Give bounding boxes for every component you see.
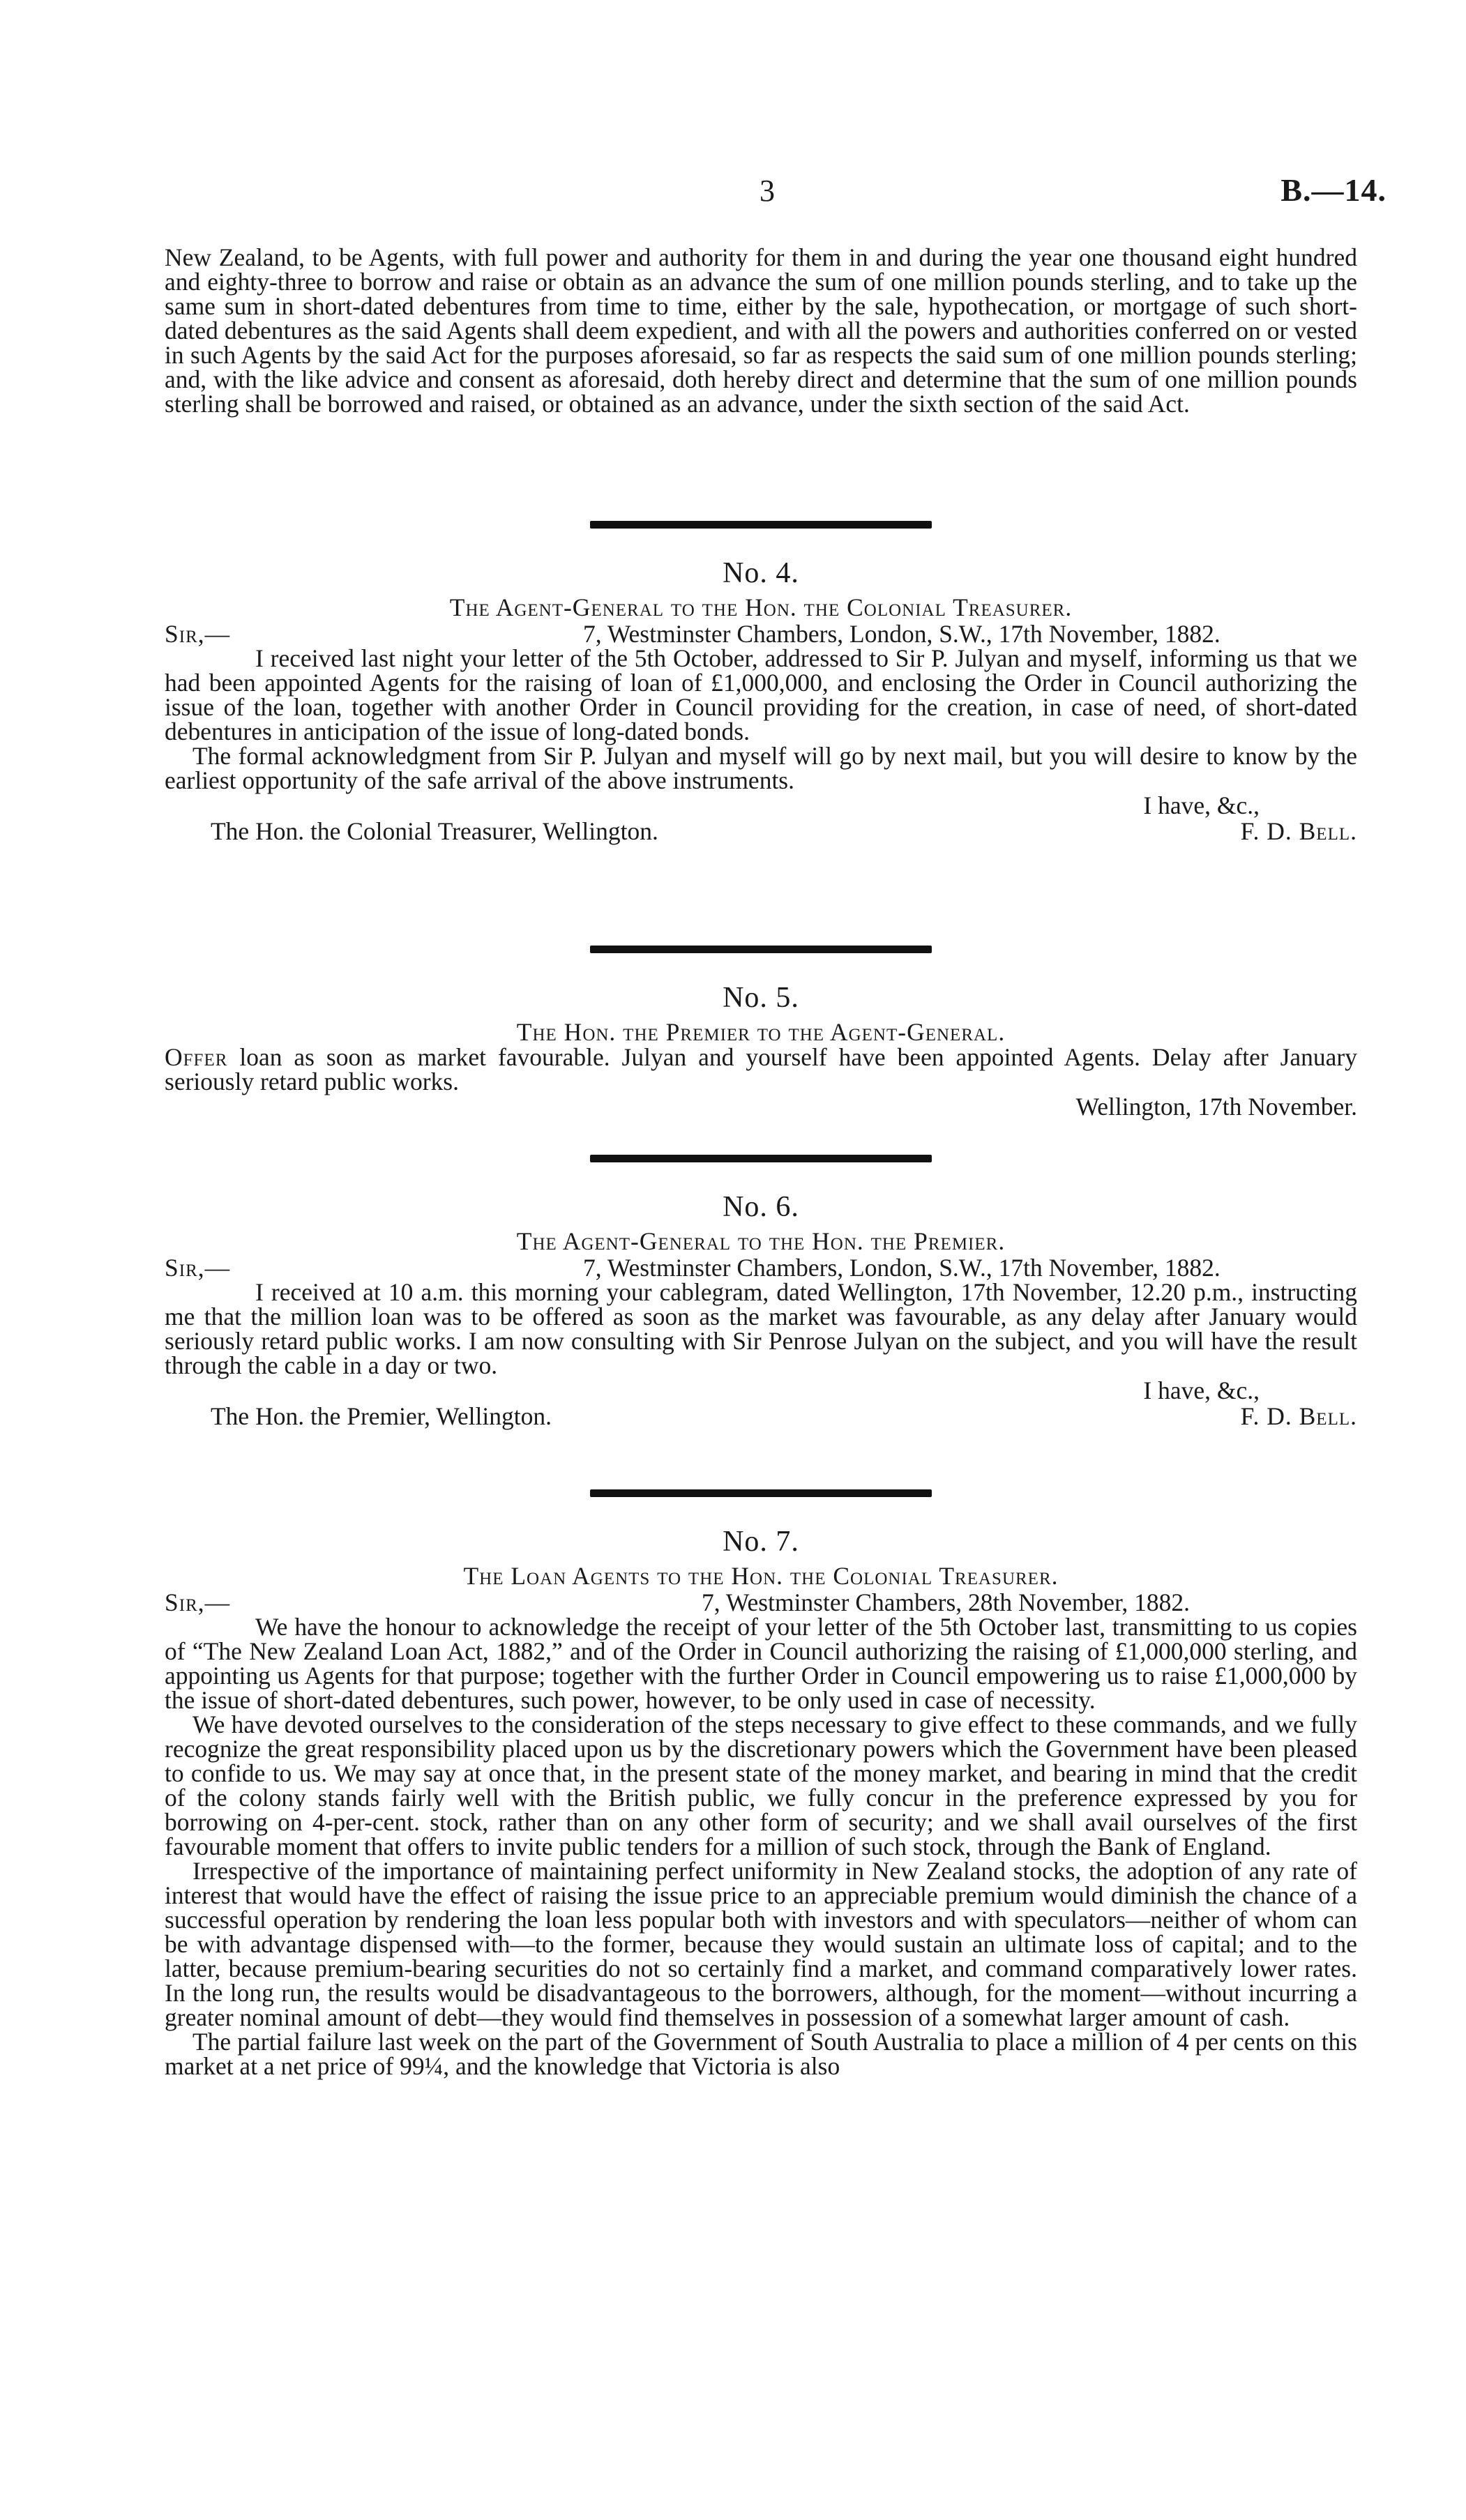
letter-paragraph: We have devoted ourselves to the consideration of the steps necessary to give effect to these commands, and we fully recognize the great responsibility placed upon us by the discretionary powers which the Government have been pleased to confide to us. We may say at once that, in the present state of the money market, and bearing in mind that the credit of the colony stands fairly well with the British public, we fully concur in the preference expressed by you for borrowing on 4-per-cent. stock, rather than on any other form of security; and we shall avail ourselves of the first favourable moment that offers to invite public tenders for a million of such stock, through the Bank of England.: [165, 1710, 1357, 1860]
intro-paragraph: New Zealand, to be Agents, with full power and authority for them in and during the year one thousand eight hundred and eighty-three to borrow and raise or obtain as an advance the sum of one million pounds sterling, and to take up the same sum in short-dated debentures from time to time, either by the sale, hypothecation, or mortgage of such short-dated debentures as the said Agents shall deem expedient, and with all the powers and authorities conferred on or vested in such Agents by the said Act for the purposes aforesaid, so far as respects the said sum of one million pounds sterling; and, with the like advice and consent as aforesaid, doth hereby direct and determine that the sum of one million pounds sterling shall be borrowed and raised, or obtained as an advance, under the sixth section of the said Act.: [165, 243, 1357, 418]
signature-row: [165, 1403, 1357, 1429]
first-word: Offer: [165, 1043, 228, 1071]
letter-number: No. 5.: [723, 982, 799, 1014]
salutation-row: [165, 622, 1357, 646]
letter-route: The Hon. the Premier to the Agent-General.: [516, 1018, 1006, 1046]
letter-paragraph: The formal acknowledgment from Sir P. Julyan and myself will go by next mail, but you will desire to know by the earliest opportunity of the safe arrival of the above instruments.: [165, 742, 1357, 794]
letter-number: No. 7.: [723, 1526, 799, 1558]
section-divider: [590, 1155, 932, 1162]
salutation: Sir,—: [165, 620, 231, 648]
letter-route: The Agent-General to the Hon. the Colonial Treasurer.: [449, 593, 1073, 621]
closing: I have, &c.,: [1143, 1376, 1260, 1404]
salutation-row: [165, 1588, 1357, 1616]
letter-no5: [165, 946, 1357, 1119]
section-divider: [590, 521, 932, 529]
addressee: The Hon. the Colonial Treasurer, Wellington.: [211, 817, 658, 845]
letter-no4: [165, 521, 1357, 844]
letter-route: The Agent-General to the Hon. the Premier.: [516, 1227, 1006, 1255]
letter-paragraph: I received last night your letter of the 5th October, addressed to Sir P. Julyan and myself, informing us that we had been appointed Agents for the raising of loan of £1,000,000, and enclosing the Order in Council authorizing the issue of the loan, together with another Order in Council providing for the creation, in case of need, of short-dated debentures in anticipation of the issue of long-dated bonds.: [165, 644, 1357, 745]
letter-number: No. 4.: [723, 557, 799, 589]
salutation-row: [165, 1256, 1357, 1280]
letter-paragraph: The partial failure last week on the part of the Government of South Australia to place a million of 4 per cents on this market at a net price of 99¼, and the knowledge that Victoria is also: [165, 2028, 1357, 2080]
intro-section: [165, 245, 1357, 416]
signature-row: [165, 818, 1357, 844]
page-number: 3: [760, 174, 775, 208]
addressee: The Hon. the Premier, Wellington.: [211, 1402, 552, 1430]
signature: F. D. Bell.: [1240, 1402, 1357, 1430]
section-divider: [590, 946, 932, 953]
letter-paragraph: I received at 10 a.m. this morning your cablegram, dated Wellington, 17th November, 12.20 p.m., instructing me that the million loan was to be offered as soon as the market was favourable, as any delay after January would seriously retard public works. I am now consulting with Sir Penrose Julyan on the subject, and you will have the result through the cable in a day or two.: [165, 1278, 1357, 1379]
letter-no6: [165, 1155, 1357, 1429]
letter-address: 7, Westminster Chambers, London, S.W., 17th November, 1882.: [583, 1254, 1221, 1282]
letter-address: 7, Westminster Chambers, London, S.W., 17th November, 1882.: [583, 620, 1221, 648]
salutation: Sir,—: [165, 1254, 231, 1282]
document-reference: B.—14.: [1280, 172, 1386, 208]
letter-route: The Loan Agents to the Hon. the Colonial Treasurer.: [463, 1562, 1059, 1590]
dateline: Wellington, 17th November.: [1075, 1093, 1357, 1121]
signature: F. D. Bell.: [1240, 817, 1357, 845]
letter-number: No. 6.: [723, 1191, 799, 1223]
salutation: Sir,—: [165, 1588, 231, 1616]
letter-paragraph: Irrespective of the importance of maintaining perfect uniformity in New Zealand stocks, the adoption of any rate of interest that would have the effect of raising the issue price to an appreciable premium would diminish the chance of a successful operation by rendering the loan less popular both with investors and with speculators—neither of whom can be with advantage dispensed with—to the former, because they would sustain an ultimate loss of capital; and to the latter, because premium-bearing securities do not so certainly find a market, and command comparatively lower rates. In the long run, the results would be disadvantageous to the borrowers, although, for the moment—without incurring a greater nominal amount of debt—they would find themselves in possession of a somewhat larger amount of cash.: [165, 1857, 1357, 2031]
letter-address: 7, Westminster Chambers, 28th November, 1882.: [702, 1588, 1191, 1616]
telegram-text: Offer loan as soon as market favourable. Julyan and yourself have been appointed Agents. Delay after January seriously retard public works.: [165, 1043, 1357, 1095]
closing: I have, &c.,: [1143, 791, 1260, 819]
letter-no7: [165, 1489, 1357, 2079]
letter-paragraph: We have the honour to acknowledge the receipt of your letter of the 5th October last, transmitting to us copies of “The New Zealand Loan Act, 1882,” and of the Order in Council authorizing the raising of £1,000,000 sterling, and appointing us Agents for that purpose; together with the further Order in Council empowering us to raise £1,000,000 by the issue of short-dated debentures, such power, however, to be only used in case of necessity.: [165, 1613, 1357, 1714]
section-divider: [590, 1489, 932, 1497]
